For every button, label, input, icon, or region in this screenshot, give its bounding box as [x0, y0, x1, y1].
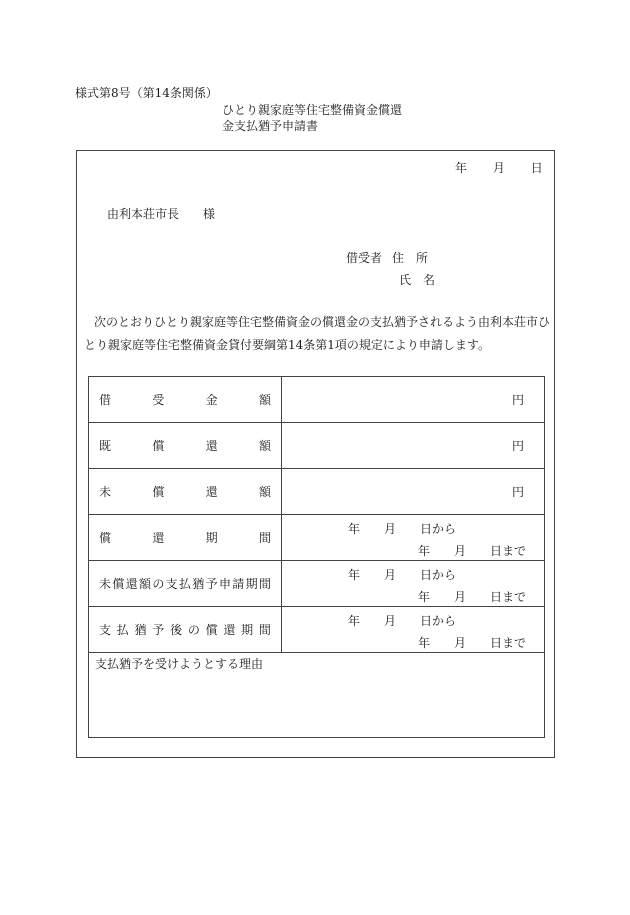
label-char: 間 [258, 531, 271, 545]
period-month: 月 [384, 614, 397, 628]
period-year: 年 [418, 590, 431, 604]
label-char: 間 [258, 623, 271, 637]
label-char: 払 [178, 577, 191, 591]
label-char: 還 [125, 577, 138, 591]
date-month: 月 [492, 161, 505, 175]
deferral-request-period-row [89, 561, 545, 607]
repayment-period-label [89, 515, 282, 561]
loan-amount-field[interactable] [282, 377, 545, 423]
period-from: 日から [420, 614, 457, 628]
period-year: 年 [348, 568, 361, 582]
period-to: 日まで [490, 544, 527, 558]
label-char: 借 [99, 393, 112, 407]
label-char: 払 [116, 623, 129, 637]
date-day: 日 [530, 161, 543, 175]
reason-label: 支払猶予を受けようとする理由 [95, 657, 264, 671]
repaid-amount-row [89, 423, 545, 469]
unrepaid-amount-label [89, 469, 282, 515]
borrower-address[interactable] [346, 249, 428, 266]
yen-unit: 円 [511, 393, 524, 407]
label-char: 予 [152, 623, 165, 637]
period-from: 日から [420, 522, 457, 536]
label-char: 還 [223, 623, 236, 637]
label-char: 間 [258, 577, 271, 591]
yen-unit: 円 [511, 485, 524, 499]
label-char: 還 [205, 439, 218, 453]
label-char: 還 [152, 531, 165, 545]
label-char: 猶 [134, 623, 147, 637]
period-to: 日まで [490, 590, 527, 604]
yen-unit: 円 [511, 439, 524, 453]
period-month: 月 [454, 544, 467, 558]
label-char: 期 [245, 577, 258, 591]
label-char: 既 [99, 439, 112, 453]
borrower-name[interactable] [399, 271, 435, 288]
label-char: 後 [170, 623, 183, 637]
statement-line-1: 次のとおりひとり親家庭等住宅整備資金の償還金の支払猶予されるよう由利本荘市ひ [94, 315, 551, 329]
repayment-period-row [89, 515, 545, 561]
unrepaid-amount-row [89, 469, 545, 515]
repaid-amount-field[interactable] [282, 423, 545, 469]
label-char: 額 [138, 577, 151, 591]
period-year: 年 [418, 636, 431, 650]
statement-line-2: とり親家庭等住宅整備資金貸付要綱第14条第1項の規定により申請します。 [84, 338, 490, 352]
period-month: 月 [384, 568, 397, 582]
post-deferral-period-label [89, 607, 282, 653]
application-date[interactable] [455, 159, 543, 176]
title-line-2: 金支払猶予申請書 [222, 119, 319, 133]
label-char: 未 [99, 577, 112, 591]
label-char: 申 [218, 577, 231, 591]
post-deferral-period-row [89, 607, 545, 653]
loan-amount-row [89, 377, 545, 423]
label-char: 償 [152, 485, 165, 499]
date-year: 年 [455, 161, 468, 175]
title-line-1: ひとり親家庭等住宅整備資金償還 [222, 103, 403, 117]
label-char: の [187, 623, 200, 637]
borrower-label: 借受者 [346, 251, 383, 265]
address-label: 住 所 [392, 251, 429, 265]
repaid-amount-label [89, 423, 282, 469]
label-char: 償 [99, 531, 112, 545]
label-char: 額 [258, 439, 271, 453]
label-char: 支 [165, 577, 178, 591]
label-char: 償 [112, 577, 125, 591]
label-char: 支 [99, 623, 112, 637]
period-to: 日まで [490, 636, 527, 650]
label-char: 償 [205, 623, 218, 637]
period-month: 月 [454, 636, 467, 650]
unrepaid-amount-field[interactable] [282, 469, 545, 515]
label-char: 予 [205, 577, 218, 591]
reason-field[interactable] [89, 653, 545, 738]
period-from: 日から [420, 568, 457, 582]
deferral-request-period-field[interactable] [282, 561, 545, 607]
request-statement [84, 311, 551, 357]
deferral-request-period-label [89, 561, 282, 607]
addressee: 由利本荘市長 様 [107, 207, 216, 221]
label-char: 額 [258, 393, 271, 407]
period-year: 年 [348, 522, 361, 536]
loan-info-table [88, 376, 545, 738]
form-number: 様式第8号（第14条関係） [75, 86, 218, 100]
document-title [222, 102, 402, 134]
label-char: 額 [258, 485, 271, 499]
post-deferral-period-field[interactable] [282, 607, 545, 653]
repayment-period-field[interactable] [282, 515, 545, 561]
label-char: 還 [205, 485, 218, 499]
label-char: 請 [232, 577, 245, 591]
label-char: 償 [152, 439, 165, 453]
name-label: 氏 名 [399, 273, 436, 287]
label-char: 期 [205, 531, 218, 545]
label-char: 期 [241, 623, 254, 637]
reason-row [89, 653, 545, 738]
period-year: 年 [348, 614, 361, 628]
period-month: 月 [454, 590, 467, 604]
period-year: 年 [418, 544, 431, 558]
period-month: 月 [384, 522, 397, 536]
loan-amount-label [89, 377, 282, 423]
label-char: 金 [205, 393, 218, 407]
label-char: 受 [152, 393, 165, 407]
label-char: 猶 [192, 577, 205, 591]
label-char: の [152, 577, 165, 591]
label-char: 未 [99, 485, 112, 499]
